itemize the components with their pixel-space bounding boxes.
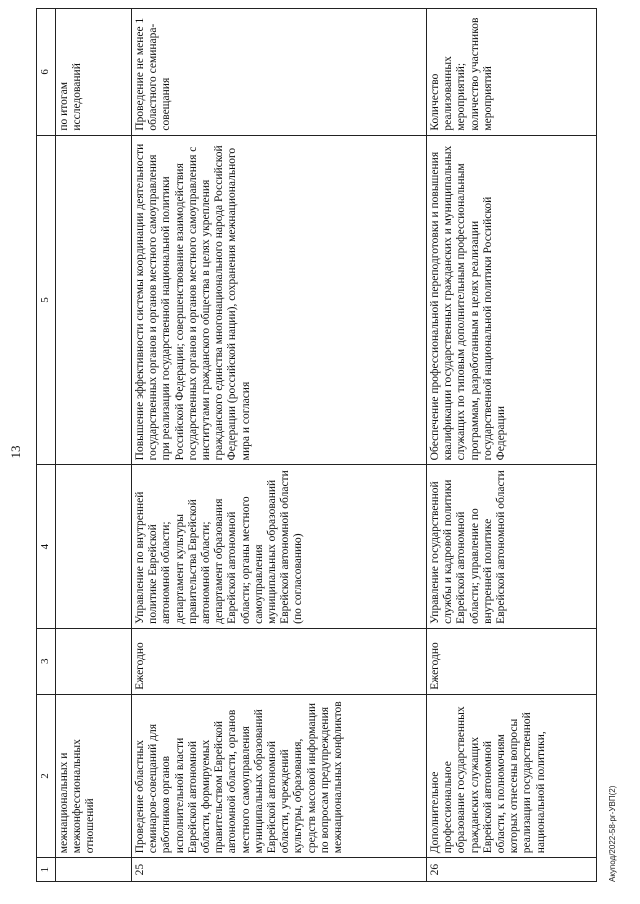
indicator-cell: по итогам исследований	[56, 9, 132, 136]
executors-cell	[56, 465, 132, 629]
indicator-cell: Количество реализованных мероприятий; количество участников мероприятий	[427, 9, 597, 136]
term-cell: Ежегодно	[427, 628, 597, 694]
header-cell: 6	[37, 9, 56, 136]
measures-table	[36, 8, 597, 882]
result-cell: Повышение эффективности системы координации деятельности государственных органов и органов местного самоуправления при реализации государственной национальной политики Российской Федерации; совершенствование взаимодействия государственных органов и органов местного самоуправления с институтами гражданского общества в целях укрепления гражданского единства многонационального народа Российской Федерации (российской нации), сохранения межнационального мира и согласия	[132, 135, 427, 465]
header-cell: 3	[37, 628, 56, 694]
document-code: Акупод/2022-58-рг-УВП(2)	[608, 785, 617, 882]
event-cell: Дополнительное профессиональное образование государственных гражданских служащих Еврейской автономной области, к полномочиям которых отнесены вопросы реализации государственной национальной политики,	[427, 694, 597, 858]
header-cell: 1	[37, 858, 56, 882]
indicator-cell: Проведение не менее 1 областного семинара-совещания	[132, 9, 427, 136]
executors-cell: Управление по внутренней политике Еврейской автономной области; департамент культуры правительства Еврейской автономной области; департамент образования Еврейской автономной области; органы местного самоуправления муниципальных образований Еврейской автономной области (по согласованию)	[132, 465, 427, 629]
event-cell: межнациональных и межконфессиональных отношений	[56, 694, 132, 858]
event-cell: Проведение областных семинаров-совещаний для работников органов исполнительной власти Еврейской автономной области, формируемых правительством Еврейской автономной области, органов местного самоуправления муниципальных образований Еврейской автономной области, учреждений культуры, образования, средств массовой информации по вопросам предупреждения межнациональных конфликтов	[132, 694, 427, 858]
row-number	[56, 858, 132, 882]
header-cell: 2	[37, 694, 56, 858]
term-cell: Ежегодно	[132, 628, 427, 694]
result-cell: Обеспечение профессиональной переподготовки и повышения квалификации государственных гражданских и муниципальных служащих по типовым дополнительным профессиональным программам, разработанным в целях реализации государственной национальной политики Российской Федерации	[427, 135, 597, 465]
term-cell	[56, 628, 132, 694]
row-number: 26	[427, 858, 597, 882]
header-cell: 5	[37, 135, 56, 465]
page-number: 13	[8, 445, 23, 459]
table-row	[427, 9, 597, 882]
table-row	[56, 9, 132, 882]
table-header-row	[37, 9, 56, 882]
executors-cell: Управление государственной службы и кадровой политики Еврейской автономной области; управление по внутренней политике Еврейской автономной области	[427, 465, 597, 629]
header-cell: 4	[37, 465, 56, 629]
result-cell	[56, 135, 132, 465]
row-number: 25	[132, 858, 427, 882]
table-row	[132, 9, 427, 882]
